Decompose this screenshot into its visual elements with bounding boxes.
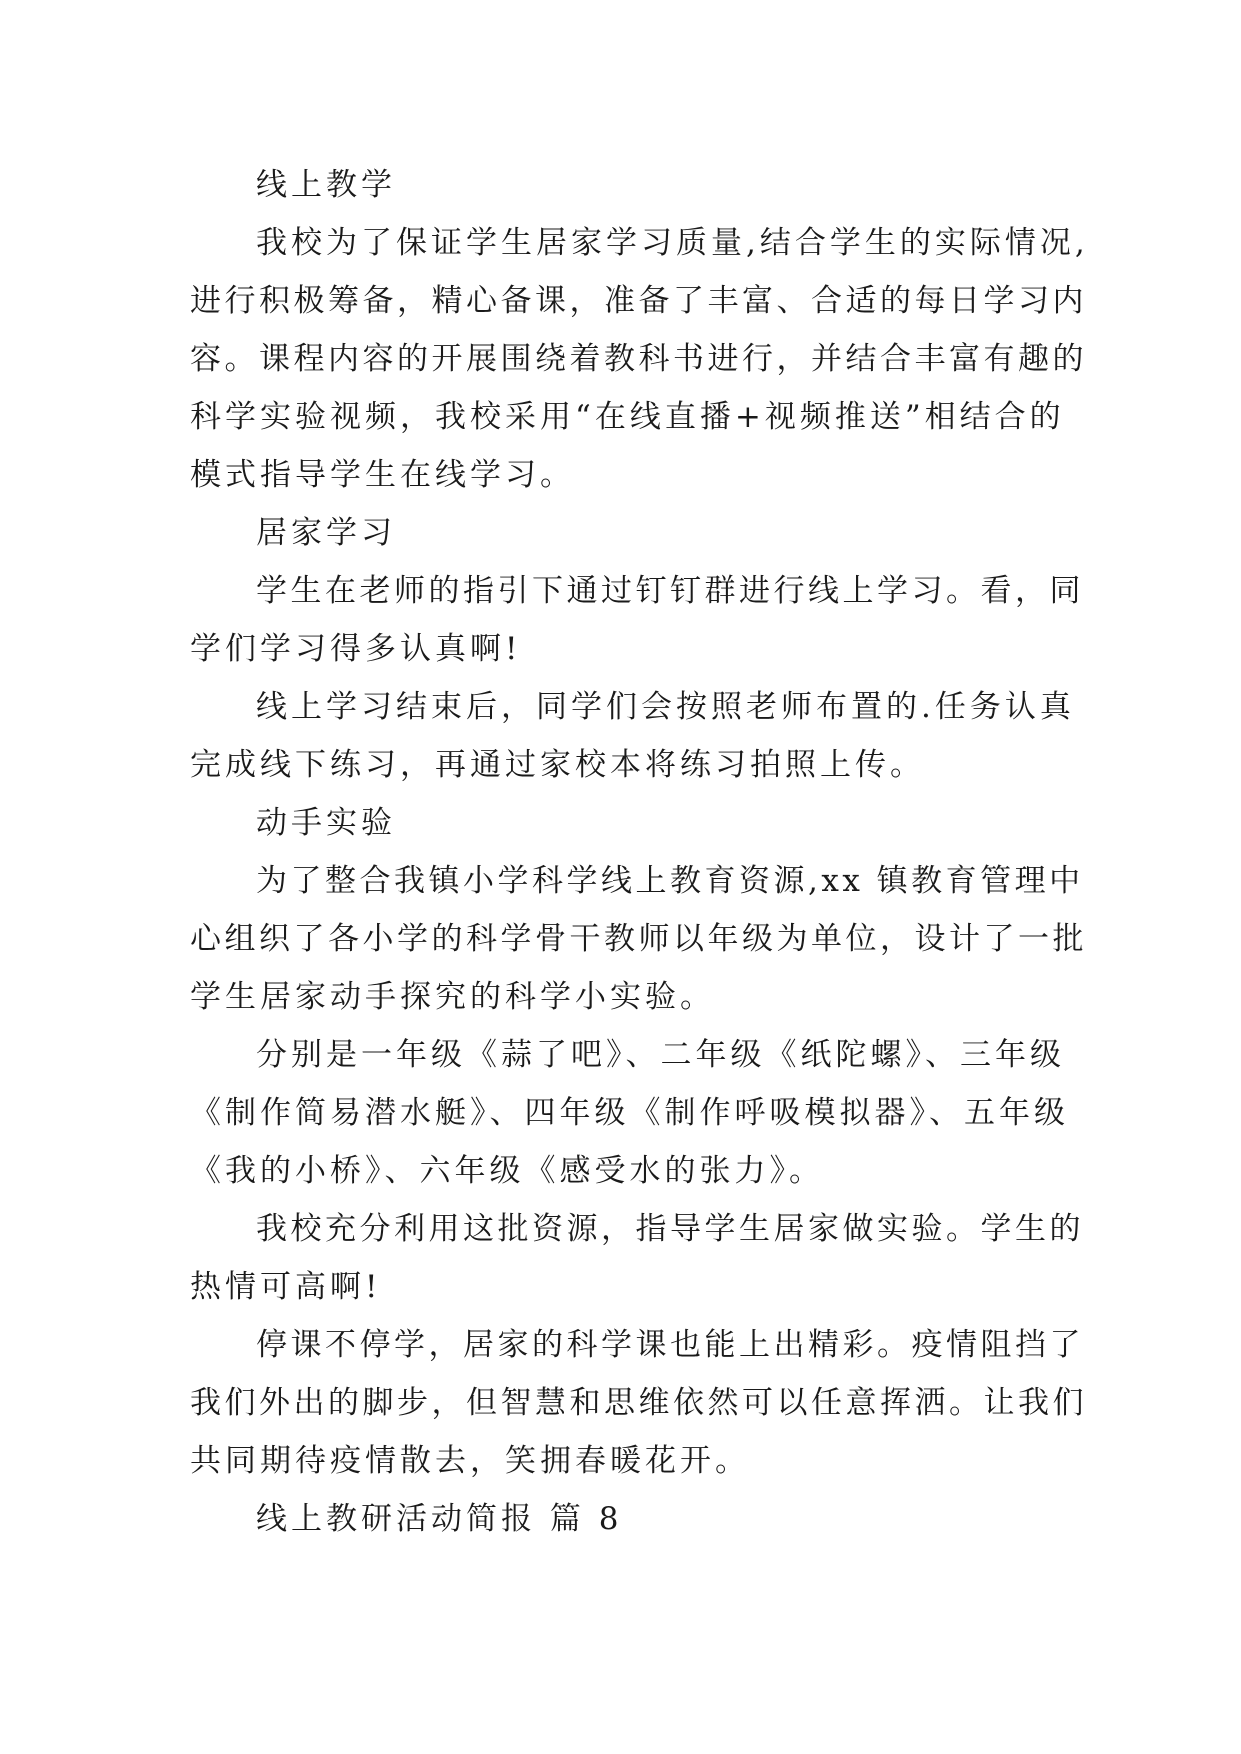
paragraph-line: 分别是一年级《蒜了吧》、二年级《纸陀螺》、三年级 xyxy=(256,1037,1065,1073)
paragraph-line: 为了整合我镇小学科学线上教育资源,xx 镇教育管理中 xyxy=(256,863,1084,899)
heading-online-teaching: 线上教学 xyxy=(256,167,396,203)
paragraph-line: 学生居家动手探究的科学小实验。 xyxy=(190,979,715,1015)
paragraph-line: 完成线下练习，再通过家校本将练习拍照上传。 xyxy=(190,747,925,783)
paragraph-line: 热情可高啊! xyxy=(190,1269,382,1305)
heading-home-study: 居家学习 xyxy=(256,515,396,551)
paragraph-line: 共同期待疫情散去，笑拥春暖花开。 xyxy=(190,1443,750,1479)
paragraph-line: 模式指导学生在线学习。 xyxy=(190,457,575,493)
section-title: 线上教研活动简报 篇 8 xyxy=(256,1501,623,1537)
paragraph-line: 线上学习结束后，同学们会按照老师布置的.任务认真 xyxy=(256,689,1075,725)
heading-hands-on-experiment: 动手实验 xyxy=(256,805,396,841)
paragraph-line: 心组织了各小学的科学骨干教师以年级为单位，设计了一批 xyxy=(190,921,1087,957)
paragraph-line: 容。课程内容的开展围绕着教科书进行，并结合丰富有趣的 xyxy=(190,341,1087,377)
paragraph-line: 学生在老师的指引下通过钉钉群进行线上学习。看，同 xyxy=(256,573,1084,609)
paragraph-line: 科学实验视频，我校采用“在线直播+视频推送”相结合的 xyxy=(190,399,1065,435)
paragraph-line: 《我的小桥》、六年级《感受水的张力》。 xyxy=(190,1153,824,1189)
paragraph-line: 我校充分利用这批资源，指导学生居家做实验。学生的 xyxy=(256,1211,1084,1247)
paragraph-line: 进行积极筹备，精心备课，准备了丰富、合适的每日学习内 xyxy=(190,283,1087,319)
paragraph-line: 《制作简易潜水艇》、四年级《制作呼吸模拟器》、五年级 xyxy=(190,1095,1069,1131)
paragraph-line: 我校为了保证学生居家学习质量,结合学生的实际情况, xyxy=(256,225,1089,261)
paragraph-line: 我们外出的脚步，但智慧和思维依然可以任意挥洒。让我们 xyxy=(190,1385,1087,1421)
paragraph-line: 学们学习得多认真啊! xyxy=(190,631,522,667)
paragraph-line: 停课不停学，居家的科学课也能上出精彩。疫情阻挡了 xyxy=(256,1327,1084,1363)
